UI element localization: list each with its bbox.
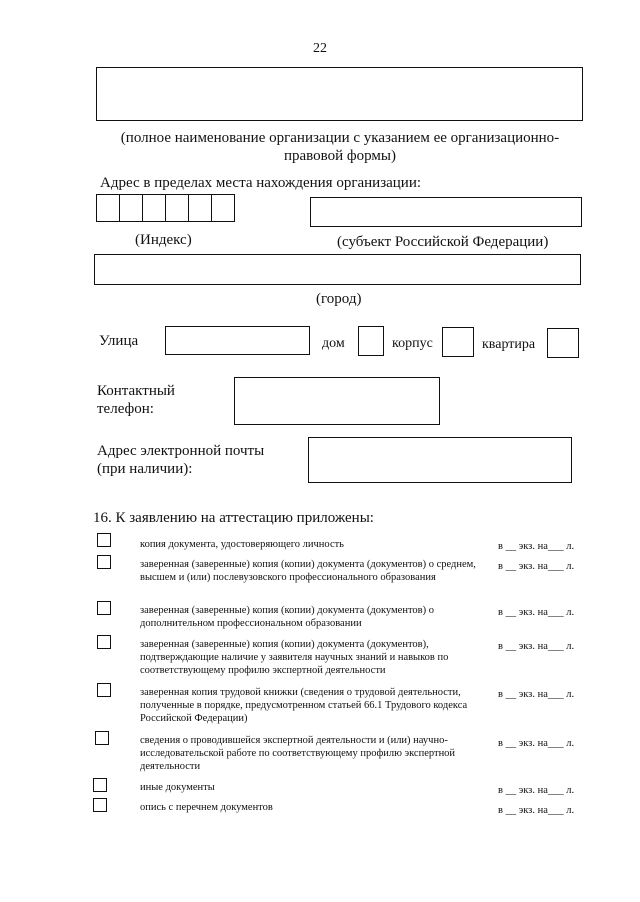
attachment-checkbox[interactable] (93, 778, 107, 792)
house-field[interactable] (358, 326, 384, 356)
attachment-checkbox[interactable] (97, 533, 111, 547)
attachment-item-count: в __ экз. на___ л. (498, 805, 575, 816)
attachment-checkbox[interactable] (95, 731, 109, 745)
postal-index-digit[interactable] (165, 194, 189, 222)
region-label: (субъект Российской Федерации) (337, 234, 549, 250)
attachment-item-text: опись с перечнем документов (140, 802, 273, 813)
attachment-item-count: в __ экз. на___ л. (498, 561, 575, 572)
building-field[interactable] (442, 327, 474, 357)
attachments-heading: 16. К заявлению на аттестацию приложены: (93, 510, 374, 526)
attachment-item-text: заверенная копия трудовой книжки (сведения о трудовой деятельности, полученные в порядке, предусмотренном статьей 66.1 Трудового кодекса Российской Федерации) (140, 687, 468, 724)
postal-index-digit[interactable] (188, 194, 212, 222)
organization-name-field[interactable] (96, 67, 583, 121)
page-number: 22 (313, 41, 327, 56)
phone-label-line1: Контактный (97, 383, 175, 399)
email-label-line2: (при наличии): (97, 461, 193, 477)
phone-label-line2: телефон: (97, 401, 154, 417)
street-label: Улица (99, 333, 139, 349)
attachment-checkbox[interactable] (93, 798, 107, 812)
phone-field[interactable] (234, 377, 440, 425)
attachment-checkbox[interactable] (97, 683, 111, 697)
attachment-item-text: иные документы (140, 782, 215, 793)
address-heading: Адрес в пределах места нахождения организации: (100, 175, 422, 191)
postal-index-digit[interactable] (96, 194, 120, 222)
postal-index-digit[interactable] (119, 194, 143, 222)
attachment-item-count: в __ экз. на___ л. (498, 785, 575, 796)
attachment-item-text: заверенная (заверенные) копия (копии) документа (документов) о среднем, высшем и (или) послевузовского профессионального образования (140, 559, 476, 583)
apartment-label: квартира (482, 337, 536, 352)
attachment-checkbox[interactable] (97, 601, 111, 615)
index-label: (Индекс) (135, 232, 192, 248)
attachment-checkbox[interactable] (97, 555, 111, 569)
organization-name-caption-line2: правовой формы) (284, 148, 396, 164)
city-field[interactable] (94, 254, 581, 285)
postal-index-digit[interactable] (211, 194, 235, 222)
city-label: (город) (316, 291, 362, 307)
attachment-item-count: в __ экз. на___ л. (498, 607, 575, 618)
building-label: корпус (392, 336, 433, 351)
organization-name-caption-line1: (полное наименование организации с указанием ее организационно- (120, 130, 560, 146)
email-label-line1: Адрес электронной почты (97, 443, 265, 459)
attachment-item-text: заверенная (заверенные) копия (копии) документа (документов) о дополнительном профессиональном образовании (140, 605, 434, 629)
attachment-item-text: сведения о проводившейся экспертной деятельности и (или) научно-исследовательской работе по соответствующему профилю экспертной деятельности (140, 735, 456, 772)
attachment-item-count: в __ экз. на___ л. (498, 541, 575, 552)
email-field[interactable] (308, 437, 572, 483)
postal-index-digit[interactable] (142, 194, 166, 222)
street-field[interactable] (165, 326, 310, 355)
region-field[interactable] (310, 197, 582, 227)
attachment-item-text: копия документа, удостоверяющего личность (140, 539, 344, 550)
attachment-checkbox[interactable] (97, 635, 111, 649)
apartment-field[interactable] (547, 328, 579, 358)
attachment-item-count: в __ экз. на___ л. (498, 641, 575, 652)
attachment-item-count: в __ экз. на___ л. (498, 738, 575, 749)
attachment-item-count: в __ экз. на___ л. (498, 689, 575, 700)
attachment-item-text: заверенная (заверенные) копия (копии) документа (документов), подтверждающие наличие у заявителя научных знаний и навыков по соответствующему профилю экспертной деятельности (140, 639, 449, 676)
house-label: дом (322, 336, 345, 351)
